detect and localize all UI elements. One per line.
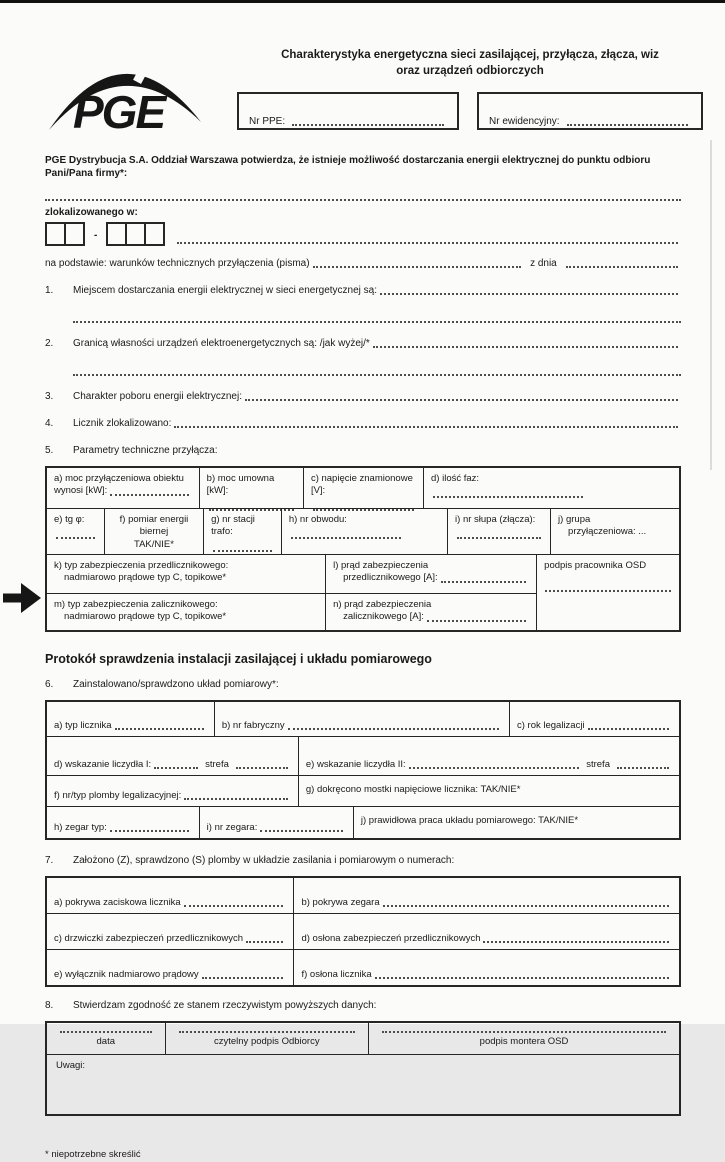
item-2-write-line xyxy=(373,346,678,348)
parameters-table xyxy=(45,466,681,632)
field-tg-phi: e) tg φ: xyxy=(47,509,104,554)
postal-code-field xyxy=(45,222,681,246)
field-moc-przylaczeniowa: a) moc przyłączeniowa obiektu wynosi [kW]: xyxy=(47,468,199,508)
field-pomiar-energii-biernej: f) pomiar energii biernej TAK/NIE* xyxy=(104,509,203,554)
field-nr-obwodu: h) nr obwodu: xyxy=(281,509,447,554)
date-write-line xyxy=(566,266,678,268)
field-wskazanie-liczydla-1: d) wskazanie liczydła I: strefa xyxy=(47,737,298,775)
basis-label: na podstawie: warunków technicznych przyłączenia (pisma) xyxy=(45,258,310,269)
field-plomba-legalizacyjna: f) nr/typ plomby legalizacyjnej: xyxy=(47,776,298,806)
postal-code-boxes-left xyxy=(45,222,83,246)
field-oslona-zabezpieczen: d) osłona zabezpieczeń przedlicznikowych xyxy=(293,914,679,949)
item-1-write-line xyxy=(380,293,678,295)
uklad-pomiarowy-table xyxy=(45,700,681,840)
osd-signature-line xyxy=(545,578,671,592)
protokol-heading: Protokół sprawdzenia instalacji zasilającej i układu pomiarowego xyxy=(45,652,432,666)
field-zabezpieczenie-przedlicznikowe: k) typ zabezpieczenia przedlicznikowego: nadmiarowo prądowe typ C, topikowe* xyxy=(54,560,229,584)
confirmation-paragraph: PGE Dystrybucja S.A. Oddział Warszawa potwierdza, że istnieje możliwość dostarczania energii elektrycznej do punktu odbioru Pani/Pana firmy*: xyxy=(45,155,651,179)
nr-ewidencyjny-write-line xyxy=(567,124,688,126)
field-pokrywa-zaciskowa: a) pokrywa zaciskowa licznika xyxy=(47,878,293,913)
scan-edge-artifact xyxy=(0,0,725,3)
pge-logo xyxy=(45,40,205,142)
item-4-write-line xyxy=(174,426,678,428)
field-prad-przedlicznikowy: l) prąd zabezpieczenia przedlicznikowego [A]: xyxy=(325,555,536,593)
item-3: 3. Charakter poboru energii elektrycznej: xyxy=(45,390,681,403)
field-napiecie-znamionowe: c) napięcie znamionowe [V]: xyxy=(303,468,423,508)
date-signature-line xyxy=(60,1027,152,1033)
nr-ewidencyjny-label: Nr ewidencyjny: xyxy=(489,116,560,128)
nr-ppe-write-line xyxy=(292,124,444,126)
field-prad-zalicznikowy: n) prąd zabezpieczenia zalicznikowego [A]: xyxy=(325,593,536,630)
postal-code-separator: - xyxy=(94,230,98,241)
item-8: 8. Stwierdzam zgodność ze stanem rzeczywistym powyższych danych: xyxy=(45,1000,377,1012)
scan-line-artifact xyxy=(710,140,712,470)
recipient-signature-line xyxy=(179,1027,356,1033)
item-5: 5. Parametry techniczne przyłącza: xyxy=(45,445,218,456)
item-1: 1. Miejscem dostarczania energii elektrycznej w sieci energetycznej są: xyxy=(45,284,681,297)
pge-logo-graphic xyxy=(45,44,205,138)
field-grupa-przylaczeniowa: j) grupa przyłączeniowa: ... xyxy=(550,509,679,554)
field-nr-stacji-trafo: g) nr stacji trafo: xyxy=(203,509,281,554)
footnote: * niepotrzebne skreślić xyxy=(45,1149,141,1161)
basis-write-line xyxy=(313,266,521,268)
item-2: 2. Granicą własności urządzeń elektroenergetycznych są: /jak wyżej/* xyxy=(45,337,681,350)
field-nr-zegara: i) nr zegara: xyxy=(199,807,353,838)
item-4: 4. Licznik zlokalizowano: xyxy=(45,417,681,430)
field-oslona-licznika: f) osłona licznika xyxy=(293,950,679,985)
field-rok-legalizacji: c) rok legalizacji xyxy=(509,702,679,736)
field-typ-licznika: a) typ licznika xyxy=(47,702,214,736)
fitter-signature-line xyxy=(382,1027,666,1033)
field-nr-fabryczny: b) nr fabryczny xyxy=(214,702,509,736)
city-write-line xyxy=(177,242,678,244)
recipient-write-line xyxy=(45,189,681,201)
field-podpis-montera: podpis montera OSD xyxy=(368,1023,679,1054)
basis-line xyxy=(45,257,681,270)
postal-code-boxes-right xyxy=(106,222,163,246)
field-mostki-napieciowe: g) dokręcono mostki napięciowe licznika: TAK/NIE* xyxy=(298,776,679,806)
field-zegar-typ: h) zegar typ: xyxy=(47,807,199,838)
document-title: Charakterystyka energetyczna sieci zasilającej, przyłącza, złącza, wiz oraz urządzeń odbiorczych xyxy=(281,49,659,77)
signatures-table xyxy=(45,1021,681,1116)
item-7: 7. Założono (Z), sprawdzono (S) plomby w układzie zasilania i pomiarowym o numerach: xyxy=(45,855,455,867)
form-header xyxy=(45,40,681,142)
field-podpis-pracownika-osd: podpis pracownika OSD xyxy=(536,555,679,630)
field-ilosc-faz: d) ilość faz: xyxy=(423,468,679,508)
field-zabezpieczenie-zalicznikowe: m) typ zabezpieczenia zalicznikowego: nadmiarowo prądowe typ C, topikowe* xyxy=(47,593,325,630)
item-3-write-line xyxy=(245,399,678,401)
field-moc-umowna: b) moc umowna [kW]: xyxy=(199,468,303,508)
field-uwagi: Uwagi: xyxy=(47,1054,679,1114)
svg-text:PGE: PGE xyxy=(73,86,165,138)
margin-arrow-icon xyxy=(2,581,42,619)
field-prawidlowa-praca: j) prawidłowa praca układu pomiarowego: TAK/NIE* xyxy=(353,807,679,838)
nr-ewidencyjny-field xyxy=(477,92,703,130)
field-wskazanie-liczydla-2: e) wskazanie liczydła II: strefa xyxy=(298,737,679,775)
plomby-table xyxy=(45,876,681,987)
item-6: 6. Zainstalowano/sprawdzono układ pomiarowy*: xyxy=(45,679,279,691)
field-pokrywa-zegara: b) pokrywa zegara xyxy=(293,878,679,913)
field-nr-slupa: i) nr słupa (złącza): xyxy=(447,509,550,554)
field-wylacznik-nadmiarowy: e) wyłącznik nadmiarowo prądowy xyxy=(47,950,293,985)
field-data: data xyxy=(47,1023,165,1054)
nr-ppe-label: Nr PPE: xyxy=(249,116,286,128)
nr-ppe-field xyxy=(237,92,459,130)
located-label: zlokalizowanego w: xyxy=(45,207,138,218)
date-label: z dnia xyxy=(530,258,557,269)
item-1-continuation-line xyxy=(73,311,681,323)
item-2-continuation-line xyxy=(73,364,681,376)
field-podpis-odbiorcy: czytelny podpis Odbiorcy xyxy=(165,1023,369,1054)
field-drzwiczki-zabezpieczen: c) drzwiczki zabezpieczeń przedlicznikowych xyxy=(47,914,293,949)
